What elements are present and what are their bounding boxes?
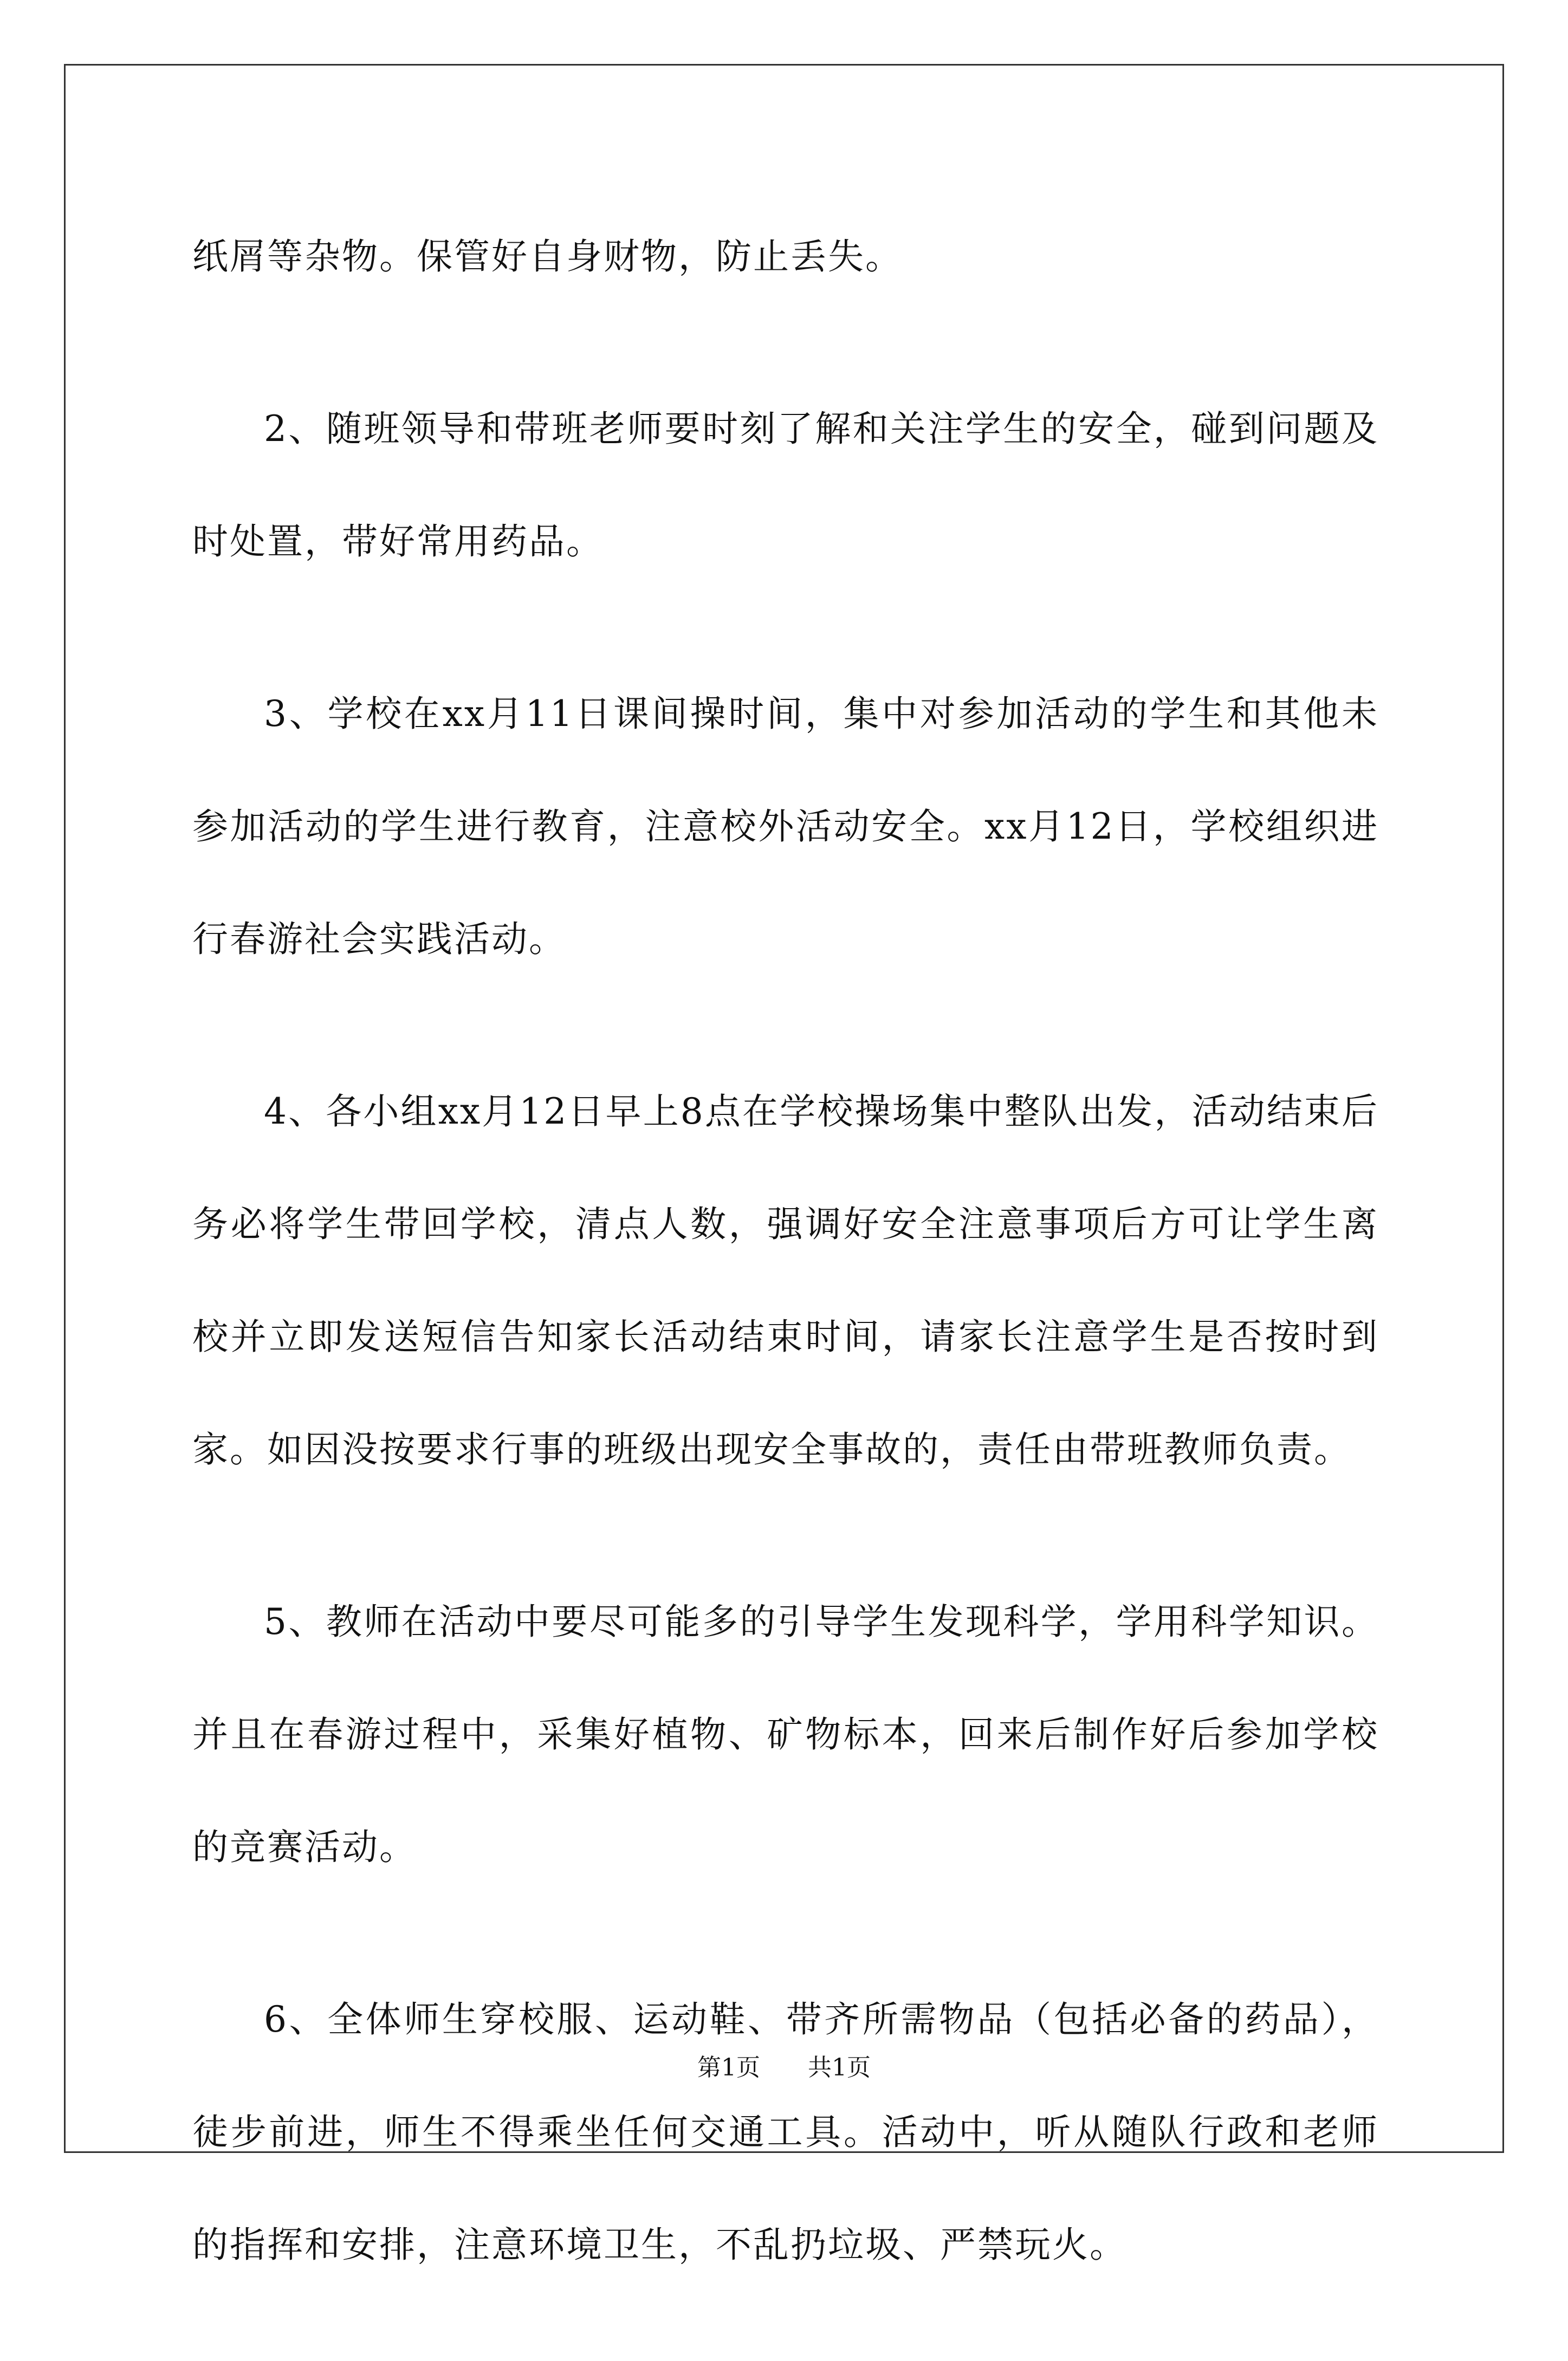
paragraph-item-3: 3、学校在xx月11日课间操时间，集中对参加活动的学生和其他未参加活动的学生进行教育，注意校外活动安全。xx月12日，学校组织进行春游社会实践活动。 (192, 693, 1379, 960)
paragraph-item-5: 5、教师在活动中要尽可能多的引导学生发现科学，学用科学知识。并且在春游过程中，采集好植物、矿物标本，回来后制作好后参加学校的竞赛活动。 (192, 1601, 1379, 1868)
page-number: 第1页 (697, 2054, 760, 2081)
page-total: 共1页 (808, 2054, 871, 2081)
page-footer (0, 2048, 1568, 2083)
paragraph-item-6: 6、全体师生穿校服、运动鞋、带齐所需物品（包括必备的药品），徒步前进，师生不得乘坐任何交通工具。活动中，听从随队行政和老师的指挥和安排，注意环境卫生，不乱扔垃圾、严禁玩火。 (192, 1999, 1379, 2266)
paragraph-item-4: 4、各小组xx月12日早上8点在学校操场集中整队出发，活动结束后务必将学生带回学校，清点人数，强调好安全注意事项后方可让学生离校并立即发送短信告知家长活动结束时间，请家长注意学生是否按时到家。如因没按要求行事的班级出现安全事故的，责任由带班教师负责。 (192, 1091, 1379, 1470)
paragraph-continuation: 纸屑等杂物。保管好自身财物，防止丢失。 (192, 236, 903, 277)
paragraph-item-2: 2、随班领导和带班老师要时刻了解和关注学生的安全，碰到问题及时处置，带好常用药品。 (192, 408, 1379, 562)
document-body (192, 200, 1379, 2361)
